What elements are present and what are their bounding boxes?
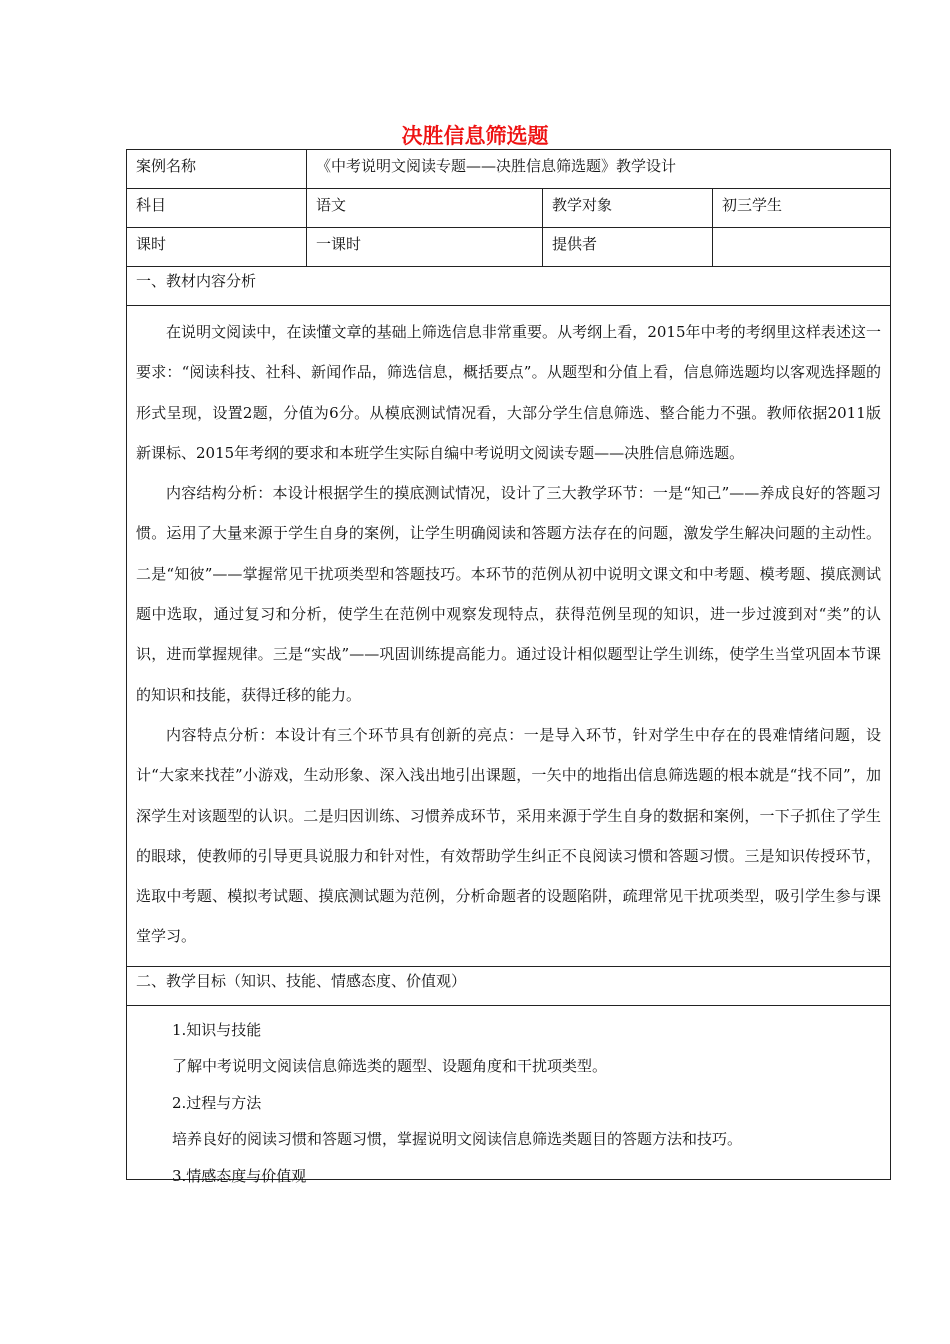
case-name-value-cell [307, 150, 891, 189]
goal-text-knowledge: 了解中考说明文阅读信息筛选类的题型、设题角度和干扰项类型。 [172, 1057, 608, 1076]
subject-label-cell [127, 189, 307, 228]
audience-value-cell [713, 189, 891, 228]
period-value-cell [307, 228, 543, 267]
goal-heading-attitude: 3.情感态度与价值观 [172, 1166, 307, 1185]
goal-text-process: 培养良好的阅读习惯和答题习惯，掌握说明文阅读信息筛选类题目的答题方法和技巧。 [172, 1130, 743, 1149]
period-label-cell [127, 228, 307, 267]
subject-row [127, 189, 891, 228]
section2-heading-row [127, 966, 891, 1005]
section1-heading-row [127, 267, 891, 306]
provider-label-cell [543, 228, 713, 267]
goal-heading-knowledge: 1.知识与技能 [172, 1020, 262, 1039]
audience-label: 教学对象 [552, 196, 613, 214]
provider-label: 提供者 [552, 235, 598, 253]
period-value: 一课时 [316, 235, 362, 253]
section1-body-cell [127, 306, 891, 967]
goal-heading-process: 2.过程与方法 [172, 1093, 262, 1112]
case-name-label: 案例名称 [136, 157, 197, 175]
section2-goals [127, 1006, 890, 1185]
subject-value-cell [307, 189, 543, 228]
period-row [127, 228, 891, 267]
section1-body-row [127, 306, 891, 967]
audience-label-cell [543, 189, 713, 228]
subject-value: 语文 [316, 196, 347, 214]
section1-heading-cell [127, 267, 891, 306]
provider-value-cell [713, 228, 891, 267]
period-label: 课时 [136, 235, 167, 253]
audience-value: 初三学生 [722, 196, 783, 214]
case-name-row [127, 150, 891, 189]
section1-body [127, 306, 890, 966]
document-title: 决胜信息筛选题 [401, 124, 549, 148]
subject-label: 科目 [136, 196, 167, 214]
section2-heading: 二、教学目标（知识、技能、情感态度、价值观） [136, 971, 467, 990]
section2-heading-cell [127, 966, 891, 1005]
section2-body-row [127, 1005, 891, 1179]
paragraph-structure: 内容结构分析：本设计根据学生的摸底测试情况，设计了三大教学环节：一是“知己”——养成良好的答题习惯。运用了大量来源于学生自身的案例，让学生明确阅读和答题方法存在的问题，激发学生解决问题的主动性。二是“知彼”——掌握常见干扰项类型和答题技巧。本环节的范例从初中说明文课文和中考题、模考题、摸底测试题中选取，通过复习和分析，使学生在范例中观察发现特点，获得范例呈现的知识，进一步过渡到对“类”的认识，进而掌握规律。三是“实战”——巩固训练提高能力。通过设计相似题型让学生训练，使学生当堂巩固本节课的知识和技能，获得迁移的能力。 [136, 484, 882, 704]
section1-heading: 一、教材内容分析 [136, 272, 257, 290]
provider-value [713, 228, 890, 266]
paragraph-features: 内容特点分析：本设计有三个环节具有创新的亮点：一是导入环节，针对学生中存在的畏难情绪问题，设计“大家来找茬”小游戏，生动形象、深入浅出地引出课题，一矢中的地指出信息筛选题的根本就是“找不同”，加深学生对该题型的认识。二是归因训练、习惯养成环节，采用来源于学生自身的数据和案例，一下子抓住了学生的眼球，使教师的引导更具说服力和针对性，有效帮助学生纠正不良阅读习惯和答题习惯。三是知识传授环节，选取中考题、模拟考试题、摸底测试题为范例，分析命题者的设题陷阱，疏理常见干扰项类型，吸引学生参与课堂学习。 [136, 725, 882, 946]
case-name-value: 《中考说明文阅读专题——决胜信息筛选题》教学设计 [316, 157, 677, 175]
teaching-plan-table [126, 149, 891, 1185]
case-name-label-cell [127, 150, 307, 189]
paragraph-overview: 在说明文阅读中，在读懂文章的基础上筛选信息非常重要。从考纲上看，2015年中考的考纲里这样表述这一要求：“阅读科技、社科、新闻作品，筛选信息，概括要点”。从题型和分值上看，信息筛选题均以客观选择题的形式呈现，设置2题，分值为6分。从模底测试情况看，大部分学生信息筛选、整合能力不强。教师依据2011版新课标、2015年考纲的要求和本班学生实际自编中考说明文阅读专题——决胜信息筛选题。 [136, 323, 882, 462]
section2-body-cell [127, 1005, 891, 1185]
